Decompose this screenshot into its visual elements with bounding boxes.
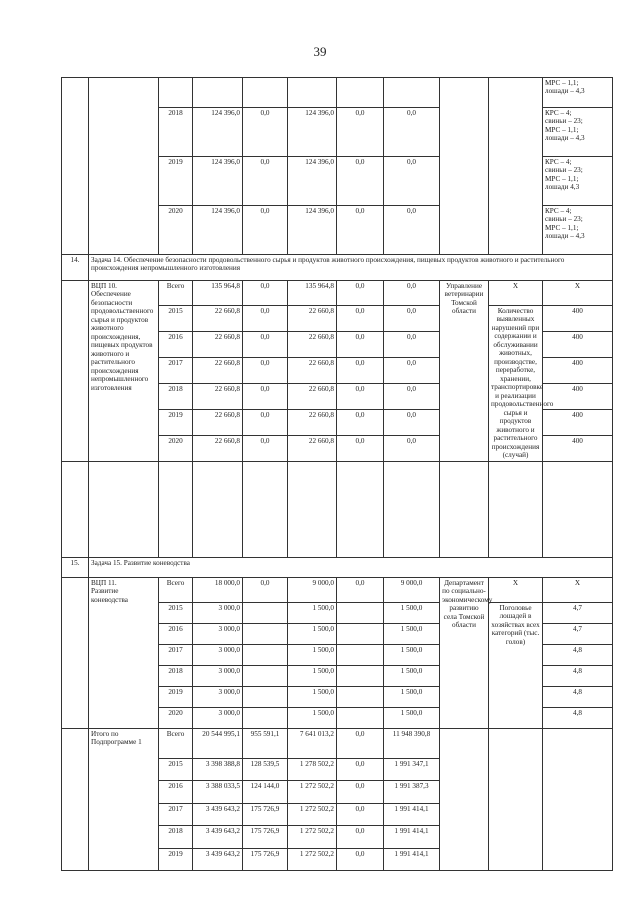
num-cell — [62, 461, 89, 557]
year-cell: 2016 — [159, 623, 193, 644]
empty-cell — [193, 461, 243, 557]
total-cell: 3 000,0 — [193, 602, 243, 623]
federal-cell: 0,0 — [243, 357, 288, 383]
empty-cell — [243, 78, 288, 108]
federal-cell — [243, 602, 288, 623]
indicator-value-cell: 400 — [543, 357, 613, 383]
task-title: Задача 15. Развитие коневодства — [89, 557, 613, 577]
program-cell — [89, 78, 159, 255]
federal-cell: 0,0 — [243, 306, 288, 332]
extra-cell: 0,0 — [384, 383, 440, 409]
regional-cell: 1 272 502,2 — [288, 781, 337, 804]
local-cell: 0,0 — [337, 728, 384, 758]
regional-cell: 9 000,0 — [288, 577, 337, 602]
empty-cell — [159, 461, 193, 557]
total-cell: 135 964,8 — [193, 281, 243, 306]
indicator-value-cell: 4,8 — [543, 686, 613, 707]
local-cell: 0,0 — [337, 803, 384, 826]
total-cell: 3 388 033,5 — [193, 781, 243, 804]
local-cell — [337, 686, 384, 707]
total-cell: 22 660,8 — [193, 306, 243, 332]
federal-cell: 0,0 — [243, 157, 288, 206]
local-cell: 0,0 — [337, 758, 384, 781]
indicator-value-cell: 4,8 — [543, 707, 613, 728]
year-cell: 2019 — [159, 848, 193, 871]
regional-cell: 1 500,0 — [288, 665, 337, 686]
total-cell: 3 000,0 — [193, 665, 243, 686]
year-cell: 2016 — [159, 331, 193, 357]
regional-cell: 1 500,0 — [288, 644, 337, 665]
regional-cell: 22 660,8 — [288, 357, 337, 383]
year-cell: 2015 — [159, 758, 193, 781]
x-cell: Х — [543, 281, 613, 306]
x-cell: Х — [489, 281, 543, 306]
task-row — [62, 557, 613, 577]
page-number: 39 — [313, 44, 327, 59]
indicator-value-cell: 400 — [543, 331, 613, 357]
year-cell: 2020 — [159, 206, 193, 255]
year-cell: 2019 — [159, 686, 193, 707]
regional-cell: 135 964,8 — [288, 281, 337, 306]
regional-cell: 1 272 502,2 — [288, 826, 337, 849]
total-cell: 22 660,8 — [193, 409, 243, 435]
federal-cell: 0,0 — [243, 409, 288, 435]
program-name: ВЦП 10. Обеспечение безопасности продовольственного сырья и продуктов животного происхождения, пищевых продуктов животного и растительного происхождения непромышленного изготовления — [89, 281, 159, 462]
num-cell — [62, 728, 89, 871]
regional-cell: 22 660,8 — [288, 409, 337, 435]
local-cell: 0,0 — [337, 781, 384, 804]
regional-cell: 22 660,8 — [288, 435, 337, 461]
local-cell: 0,0 — [337, 383, 384, 409]
local-cell: 0,0 — [337, 357, 384, 383]
task-number: 14. — [62, 255, 89, 281]
year-cell: 2018 — [159, 665, 193, 686]
empty-cell — [337, 78, 384, 108]
total-cell: 22 660,8 — [193, 331, 243, 357]
federal-cell: 175 726,9 — [243, 848, 288, 871]
federal-cell: 0,0 — [243, 206, 288, 255]
regional-cell: 1 500,0 — [288, 686, 337, 707]
task-number: 15. — [62, 557, 89, 577]
federal-cell — [243, 665, 288, 686]
task-row — [62, 255, 613, 281]
indicator-value-cell: 4,7 — [543, 623, 613, 644]
year-cell: 2020 — [159, 707, 193, 728]
extra-cell: 1 500,0 — [384, 665, 440, 686]
indicator-name: Количество выявленных нарушений при содержании и обслуживании животных, производстве, переработке, хранении, транспортировке и реализации продовольственного сырья и продуктов животного и растительного происхождения (случай) — [489, 306, 543, 462]
num-cell — [62, 577, 89, 728]
year-cell: 2017 — [159, 357, 193, 383]
empty-cell — [159, 78, 193, 108]
program-cell — [89, 461, 159, 557]
local-cell: 0,0 — [337, 331, 384, 357]
total-cell: 3 000,0 — [193, 707, 243, 728]
extra-cell: 0,0 — [384, 206, 440, 255]
table-body — [62, 78, 613, 871]
year-cell: Всего — [159, 728, 193, 758]
program-name: ВЦП 11. Развитие коневодства — [89, 577, 159, 728]
local-cell: 0,0 — [337, 826, 384, 849]
extra-cell: 11 948 390,8 — [384, 728, 440, 758]
task-title: Задача 14. Обеспечение безопасности продовольственного сырья и продуктов животного происхождения, пищевых продуктов животного и растительного происхождения непромышленного изготовления — [89, 255, 613, 281]
extra-cell: 1 991 414,1 — [384, 848, 440, 871]
local-cell: 0,0 — [337, 435, 384, 461]
local-cell: 0,0 — [337, 848, 384, 871]
federal-cell: 124 144,0 — [243, 781, 288, 804]
indicator-value-cell: 400 — [543, 383, 613, 409]
subtotal-label: Итого по Подпрограмме 1 — [89, 728, 159, 871]
extra-cell: 0,0 — [384, 281, 440, 306]
year-cell: 2018 — [159, 826, 193, 849]
continuation-row — [62, 78, 613, 108]
empty-cell — [288, 461, 337, 557]
total-cell: 22 660,8 — [193, 357, 243, 383]
federal-cell: 128 539,5 — [243, 758, 288, 781]
empty-cell — [243, 461, 288, 557]
federal-cell: 0,0 — [243, 108, 288, 157]
indicator-value-cell: 4,8 — [543, 644, 613, 665]
federal-cell: 0,0 — [243, 435, 288, 461]
table-row — [62, 281, 613, 306]
year-cell: 2015 — [159, 306, 193, 332]
total-cell: 22 660,8 — [193, 435, 243, 461]
num-cell — [62, 281, 89, 462]
year-cell: 2018 — [159, 108, 193, 157]
federal-cell — [243, 686, 288, 707]
indicator-name-cell — [489, 78, 543, 255]
federal-cell — [243, 707, 288, 728]
year-cell: Всего — [159, 281, 193, 306]
total-cell: 18 000,0 — [193, 577, 243, 602]
federal-cell: 175 726,9 — [243, 826, 288, 849]
executor-name: Управление ветеринарии Томской области — [440, 281, 489, 462]
table-row — [62, 577, 613, 602]
executor-cell — [440, 728, 489, 871]
total-cell: 3 000,0 — [193, 644, 243, 665]
federal-cell: 0,0 — [243, 281, 288, 306]
spacer-row — [62, 461, 613, 557]
local-cell: 0,0 — [337, 281, 384, 306]
num-cell — [62, 78, 89, 255]
executor-cell — [440, 78, 489, 255]
regional-cell: 1 272 502,2 — [288, 803, 337, 826]
x-cell: Х — [543, 577, 613, 602]
federal-cell: 175 726,9 — [243, 803, 288, 826]
local-cell: 0,0 — [337, 409, 384, 435]
regional-cell: 124 396,0 — [288, 206, 337, 255]
extra-cell: 0,0 — [384, 331, 440, 357]
year-cell: Всего — [159, 577, 193, 602]
federal-cell — [243, 623, 288, 644]
value-cell — [543, 461, 613, 557]
extra-cell: 1 991 414,1 — [384, 826, 440, 849]
regional-cell: 1 500,0 — [288, 707, 337, 728]
federal-cell — [243, 644, 288, 665]
year-cell: 2017 — [159, 644, 193, 665]
total-cell: 3 439 643,2 — [193, 848, 243, 871]
regional-cell: 124 396,0 — [288, 108, 337, 157]
indicator-value-cell: КРС – 4; свиньи – 23; МРС – 1,1; лошади – 4,3 — [543, 108, 613, 157]
federal-cell: 0,0 — [243, 331, 288, 357]
year-cell: 2019 — [159, 157, 193, 206]
year-cell: 2015 — [159, 602, 193, 623]
total-cell: 20 544 995,1 — [193, 728, 243, 758]
regional-cell: 1 278 502,2 — [288, 758, 337, 781]
regional-cell: 1 500,0 — [288, 623, 337, 644]
local-cell — [337, 644, 384, 665]
total-cell: 3 439 643,2 — [193, 826, 243, 849]
extra-cell: 0,0 — [384, 409, 440, 435]
regional-cell: 124 396,0 — [288, 157, 337, 206]
year-cell: 2019 — [159, 409, 193, 435]
total-cell: 3 000,0 — [193, 623, 243, 644]
year-cell: 2016 — [159, 781, 193, 804]
federal-cell: 0,0 — [243, 383, 288, 409]
total-cell: 124 396,0 — [193, 206, 243, 255]
local-cell: 0,0 — [337, 577, 384, 602]
indicator-name: Поголовье лошадей в хозяйствах всех категорий (тыс. голов) — [489, 602, 543, 728]
year-cell: 2017 — [159, 803, 193, 826]
indicator-value-cell: 400 — [543, 409, 613, 435]
indicator-value-cell: КРС – 4; свиньи – 23; МРС – 1,1; лошади – 4,3 — [543, 206, 613, 255]
local-cell: 0,0 — [337, 206, 384, 255]
regional-cell: 22 660,8 — [288, 331, 337, 357]
indicator-value-cell: 4,7 — [543, 602, 613, 623]
local-cell — [337, 707, 384, 728]
federal-cell: 955 591,1 — [243, 728, 288, 758]
local-cell: 0,0 — [337, 157, 384, 206]
extra-cell: 0,0 — [384, 435, 440, 461]
year-cell: 2020 — [159, 435, 193, 461]
empty-cell — [288, 78, 337, 108]
empty-cell — [384, 78, 440, 108]
total-cell: 22 660,8 — [193, 383, 243, 409]
local-cell — [337, 665, 384, 686]
executor-cell — [440, 461, 489, 557]
x-cell: Х — [489, 577, 543, 602]
indicator-value-cell: 400 — [543, 435, 613, 461]
indicator-value-cell: 400 — [543, 306, 613, 332]
local-cell — [337, 623, 384, 644]
extra-cell: 1 991 414,1 — [384, 803, 440, 826]
indicator-value-cell: КРС – 4; свиньи – 23; МРС – 1,1; лошади 4,3 — [543, 157, 613, 206]
indicator-value-cell: МРС – 1,1; лошади – 4,3 — [543, 78, 613, 108]
value-cell — [543, 728, 613, 871]
extra-cell: 0,0 — [384, 157, 440, 206]
regional-cell: 22 660,8 — [288, 383, 337, 409]
extra-cell: 1 991 347,1 — [384, 758, 440, 781]
extra-cell: 1 991 387,3 — [384, 781, 440, 804]
total-cell: 124 396,0 — [193, 108, 243, 157]
indicator-cell — [489, 728, 543, 871]
indicator-value-cell: 4,8 — [543, 665, 613, 686]
regional-cell: 1 500,0 — [288, 602, 337, 623]
extra-cell: 1 500,0 — [384, 602, 440, 623]
year-cell: 2018 — [159, 383, 193, 409]
total-cell: 3 439 643,2 — [193, 803, 243, 826]
regional-cell: 1 272 502,2 — [288, 848, 337, 871]
empty-cell — [337, 461, 384, 557]
subtotal-row — [62, 728, 613, 758]
local-cell — [337, 602, 384, 623]
extra-cell: 9 000,0 — [384, 577, 440, 602]
extra-cell: 1 500,0 — [384, 623, 440, 644]
extra-cell: 0,0 — [384, 357, 440, 383]
total-cell: 124 396,0 — [193, 157, 243, 206]
program-table — [61, 77, 613, 871]
extra-cell: 0,0 — [384, 306, 440, 332]
extra-cell: 1 500,0 — [384, 686, 440, 707]
extra-cell: 1 500,0 — [384, 707, 440, 728]
total-cell: 3 398 388,8 — [193, 758, 243, 781]
executor-name: Департамент по социально-экономическому развитию села Томской области — [440, 577, 489, 728]
empty-cell — [384, 461, 440, 557]
total-cell: 3 000,0 — [193, 686, 243, 707]
empty-cell — [193, 78, 243, 108]
indicator-cell — [489, 461, 543, 557]
local-cell: 0,0 — [337, 108, 384, 157]
local-cell: 0,0 — [337, 306, 384, 332]
federal-cell: 0,0 — [243, 577, 288, 602]
regional-cell: 22 660,8 — [288, 306, 337, 332]
regional-cell: 7 641 013,2 — [288, 728, 337, 758]
extra-cell: 1 500,0 — [384, 644, 440, 665]
extra-cell: 0,0 — [384, 108, 440, 157]
